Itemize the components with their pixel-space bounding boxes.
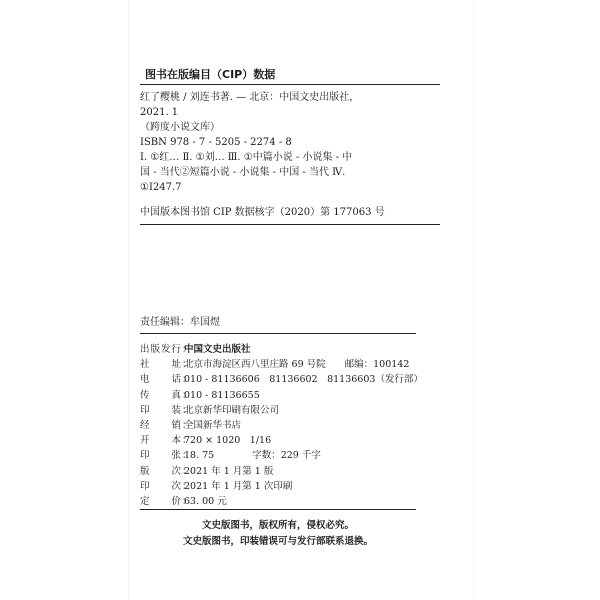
pub-label: 印 张： [140, 450, 193, 462]
cip-series: （跨度小说文库） [140, 122, 220, 133]
cip-subject-line-1: Ⅰ. ①红… Ⅱ. ①刘… Ⅲ. ①中篇小说 - 小说集 - 中 [140, 152, 353, 163]
pub-row [140, 372, 423, 387]
pub-label: 印 装： [140, 404, 193, 416]
pub-value: 18. 75 字数：229 千字 [184, 450, 321, 462]
pub-label: 出版发行： [140, 344, 193, 355]
responsible-editor: 责任编辑：牟国煜 [140, 317, 220, 328]
pub-label: 社 址： [140, 359, 193, 371]
publication-info [140, 333, 423, 509]
pub-row [140, 448, 416, 463]
pub-value: 中国文史出版社 [184, 344, 251, 355]
pub-value: 北京市海淀区西八里庄路 69 号院 邮编：100142 [184, 359, 410, 371]
pub-row [140, 433, 416, 448]
pub-label: 定 价： [140, 496, 193, 508]
pub-row [140, 403, 416, 418]
pub-label: 经 销： [140, 420, 193, 432]
pub-value: 63. 00 元 [184, 496, 227, 508]
pub-value: 2021 年 1 月第 1 次印刷 [184, 480, 293, 492]
pub-label: 开 本： [140, 435, 193, 447]
cip-data-block [140, 68, 440, 220]
cip-subject-line-2: 国 - 当代②短篇小说 - 小说集 - 中国 - 当代 Ⅳ. [140, 167, 346, 178]
pub-row [140, 494, 416, 509]
pub-row [140, 357, 416, 372]
cip-record-number: 中国版本图书馆 CIP 数据核字（2020）第 177063 号 [140, 207, 385, 218]
pub-row [140, 342, 416, 357]
pub-value: 北京新华印刷有限公司 [184, 404, 280, 416]
cip-isbn: ISBN 978 - 7 - 5205 - 2274 - 8 [140, 137, 292, 148]
cip-title-responsibility: 红了樱桃 / 刘连书著. — 北京：中国文史出版社， [140, 92, 360, 103]
copyright-notice-line: 文史版图书，版权所有，侵权必究。 [201, 520, 354, 531]
pub-label: 印 次： [140, 480, 193, 492]
pub-value: 2021 年 1 月第 1 版 [184, 465, 274, 477]
pub-label: 电 话： [140, 374, 193, 386]
cip-publication-year: 2021. 1 [140, 107, 179, 118]
pub-row [140, 479, 416, 494]
pub-row [140, 388, 416, 403]
cip-divider [140, 224, 440, 225]
cip-title: 图书在版编目（CIP）数据 [140, 68, 440, 85]
pub-value: 010 - 81136655 [184, 389, 260, 401]
cip-classification: ①I247.7 [140, 182, 182, 193]
pub-label: 版 次： [140, 465, 193, 477]
publication-divider [140, 509, 416, 510]
pub-value: 全国新华书店 [184, 420, 242, 432]
copyright-notice [140, 518, 416, 550]
pub-row [140, 464, 416, 479]
pub-value: 720 × 1020 1/16 [184, 435, 272, 447]
pub-label: 传 真： [140, 389, 193, 401]
pub-row [140, 418, 416, 433]
return-notice-line: 文史版图书，印装错误可与发行部联系退换。 [182, 536, 373, 547]
pub-value: 010 - 81136606 81136602 81136603（发行部） [184, 374, 423, 386]
